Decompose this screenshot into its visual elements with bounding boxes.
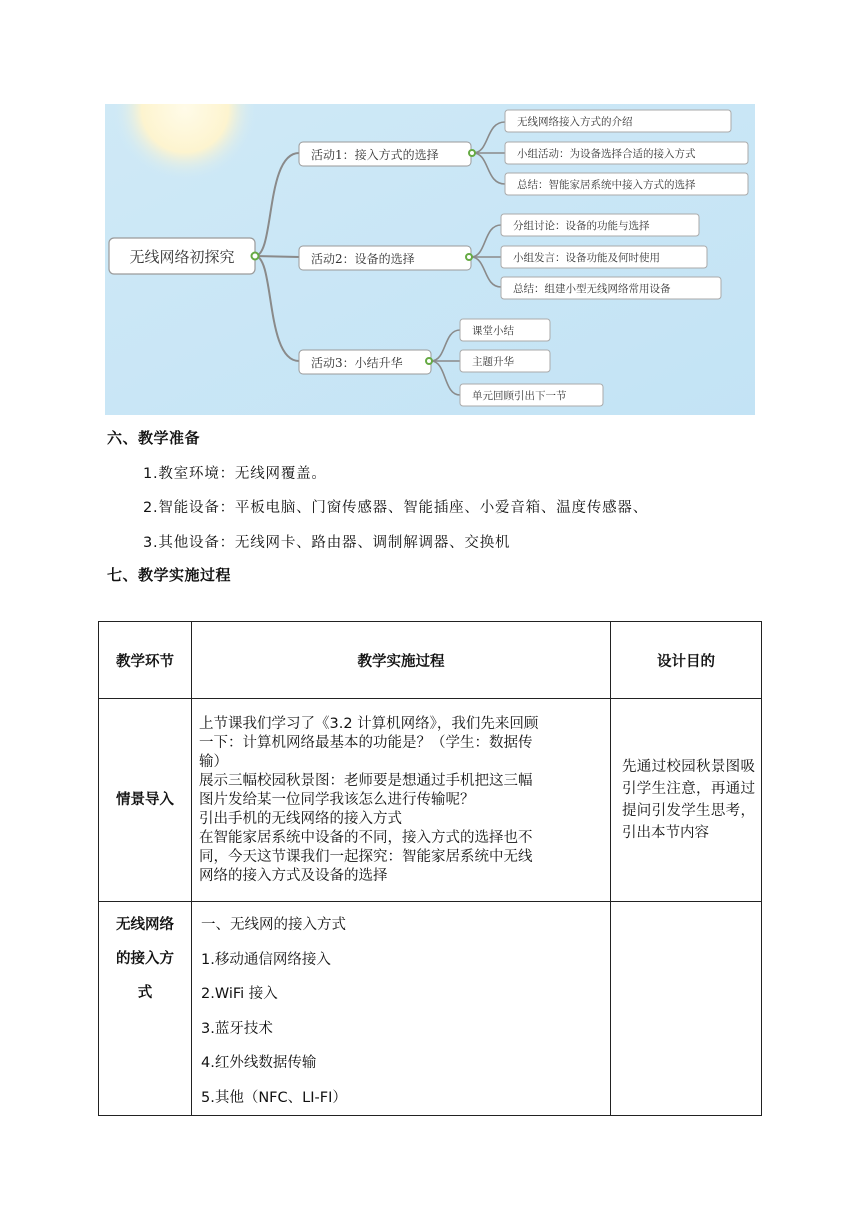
table-header-row — [99, 622, 762, 699]
process-line: 展示三幅校园秋景图：老师要是想通过手机把这三幅 — [199, 772, 533, 789]
section-7-heading: 七、教学实施过程 — [107, 566, 232, 584]
section-6-heading: 六、教学准备 — [107, 429, 201, 447]
mindmap-root-node — [109, 238, 259, 274]
mindmap-diagram — [105, 104, 755, 415]
branch-2-leaf-2: 小组发言：设备功能及何时使用 — [513, 252, 660, 264]
branch-1-leaf-1: 无线网络接入方式的介绍 — [517, 116, 633, 128]
prep-item-2: 2.智能设备：平板电脑、门窗传感器、智能插座、小爱音箱、温度传感器、 — [143, 500, 649, 516]
process-line: 上节课我们学习了《3.2 计算机网络》，我们先来回顾 — [199, 715, 539, 732]
table-row — [99, 902, 762, 1116]
teaching-process-table — [98, 621, 762, 1116]
branch-3-leaf-3: 单元回顾引出下一节 — [472, 390, 567, 402]
process-step: 1.移动通信网络接入 — [201, 951, 331, 968]
process-step: 4.红外线数据传输 — [201, 1055, 317, 1071]
row-2-stage — [99, 902, 192, 1116]
process-step: 2.WiFi 接入 — [201, 986, 278, 1002]
table-row — [99, 699, 762, 902]
process-step: 3.蓝牙技术 — [201, 1020, 273, 1037]
prep-item-1: 1.教室环境：无线网覆盖。 — [143, 466, 327, 482]
branch-3-label: 活动3：小结升华 — [311, 356, 403, 370]
process-line: 引出手机的无线网络的接入方式 — [199, 810, 402, 827]
purpose-text: 先通过校园秋景图吸引学生注意，再通过提问引发学生思考，引出本节内容 — [622, 759, 755, 841]
branch-1-leaf-2: 小组活动：为设备选择合适的接入方式 — [517, 148, 696, 160]
mindmap-root-label: 无线网络初探究 — [129, 248, 235, 266]
process-line: 同，今天这节课我们一起探究：智能家居系统中无线 — [199, 848, 533, 865]
header-purpose: 设计目的 — [611, 622, 762, 699]
row-2-purpose — [611, 902, 762, 1116]
branch-2-leaf-3: 总结：组建小型无线网络常用设备 — [513, 283, 671, 295]
row-1-stage: 情景导入 — [99, 699, 192, 902]
process-line: 输） — [199, 753, 228, 770]
process-line: 网络的接入方式及设备的选择 — [199, 867, 388, 884]
branch-2-leaf-1: 分组讨论：设备的功能与选择 — [513, 220, 650, 232]
branch-3-leaf-1: 课堂小结 — [472, 325, 514, 337]
stage-line: 的接入方 — [116, 951, 174, 967]
header-process: 教学实施过程 — [192, 622, 611, 699]
stage-line: 式 — [137, 985, 153, 1001]
branch-1-label: 活动1：接入方式的选择 — [311, 148, 439, 162]
row-2-process — [192, 902, 611, 1116]
row-1-process — [192, 699, 611, 902]
branch-3-leaf-2: 主题升华 — [472, 356, 514, 368]
process-line: 在智能家居系统中设备的不同，接入方式的选择也不 — [199, 829, 533, 846]
branch-2-label: 活动2：设备的选择 — [311, 252, 415, 266]
process-line: 图片发给某一位同学我该怎么进行传输呢？ — [199, 791, 475, 808]
stage-line: 无线网络 — [116, 917, 174, 933]
process-line: 一下：计算机网络最基本的功能是？（学生：数据传 — [199, 734, 533, 751]
process-step: 一、无线网的接入方式 — [201, 917, 346, 933]
prep-item-3: 3.其他设备：无线网卡、路由器、调制解调器、交换机 — [143, 535, 511, 551]
branch-1-leaf-3: 总结：智能家居系统中接入方式的选择 — [517, 179, 696, 191]
process-step: 5.其他（NFC、LI-FI） — [201, 1089, 347, 1106]
header-stage: 教学环节 — [99, 622, 192, 699]
row-1-purpose — [611, 699, 762, 902]
